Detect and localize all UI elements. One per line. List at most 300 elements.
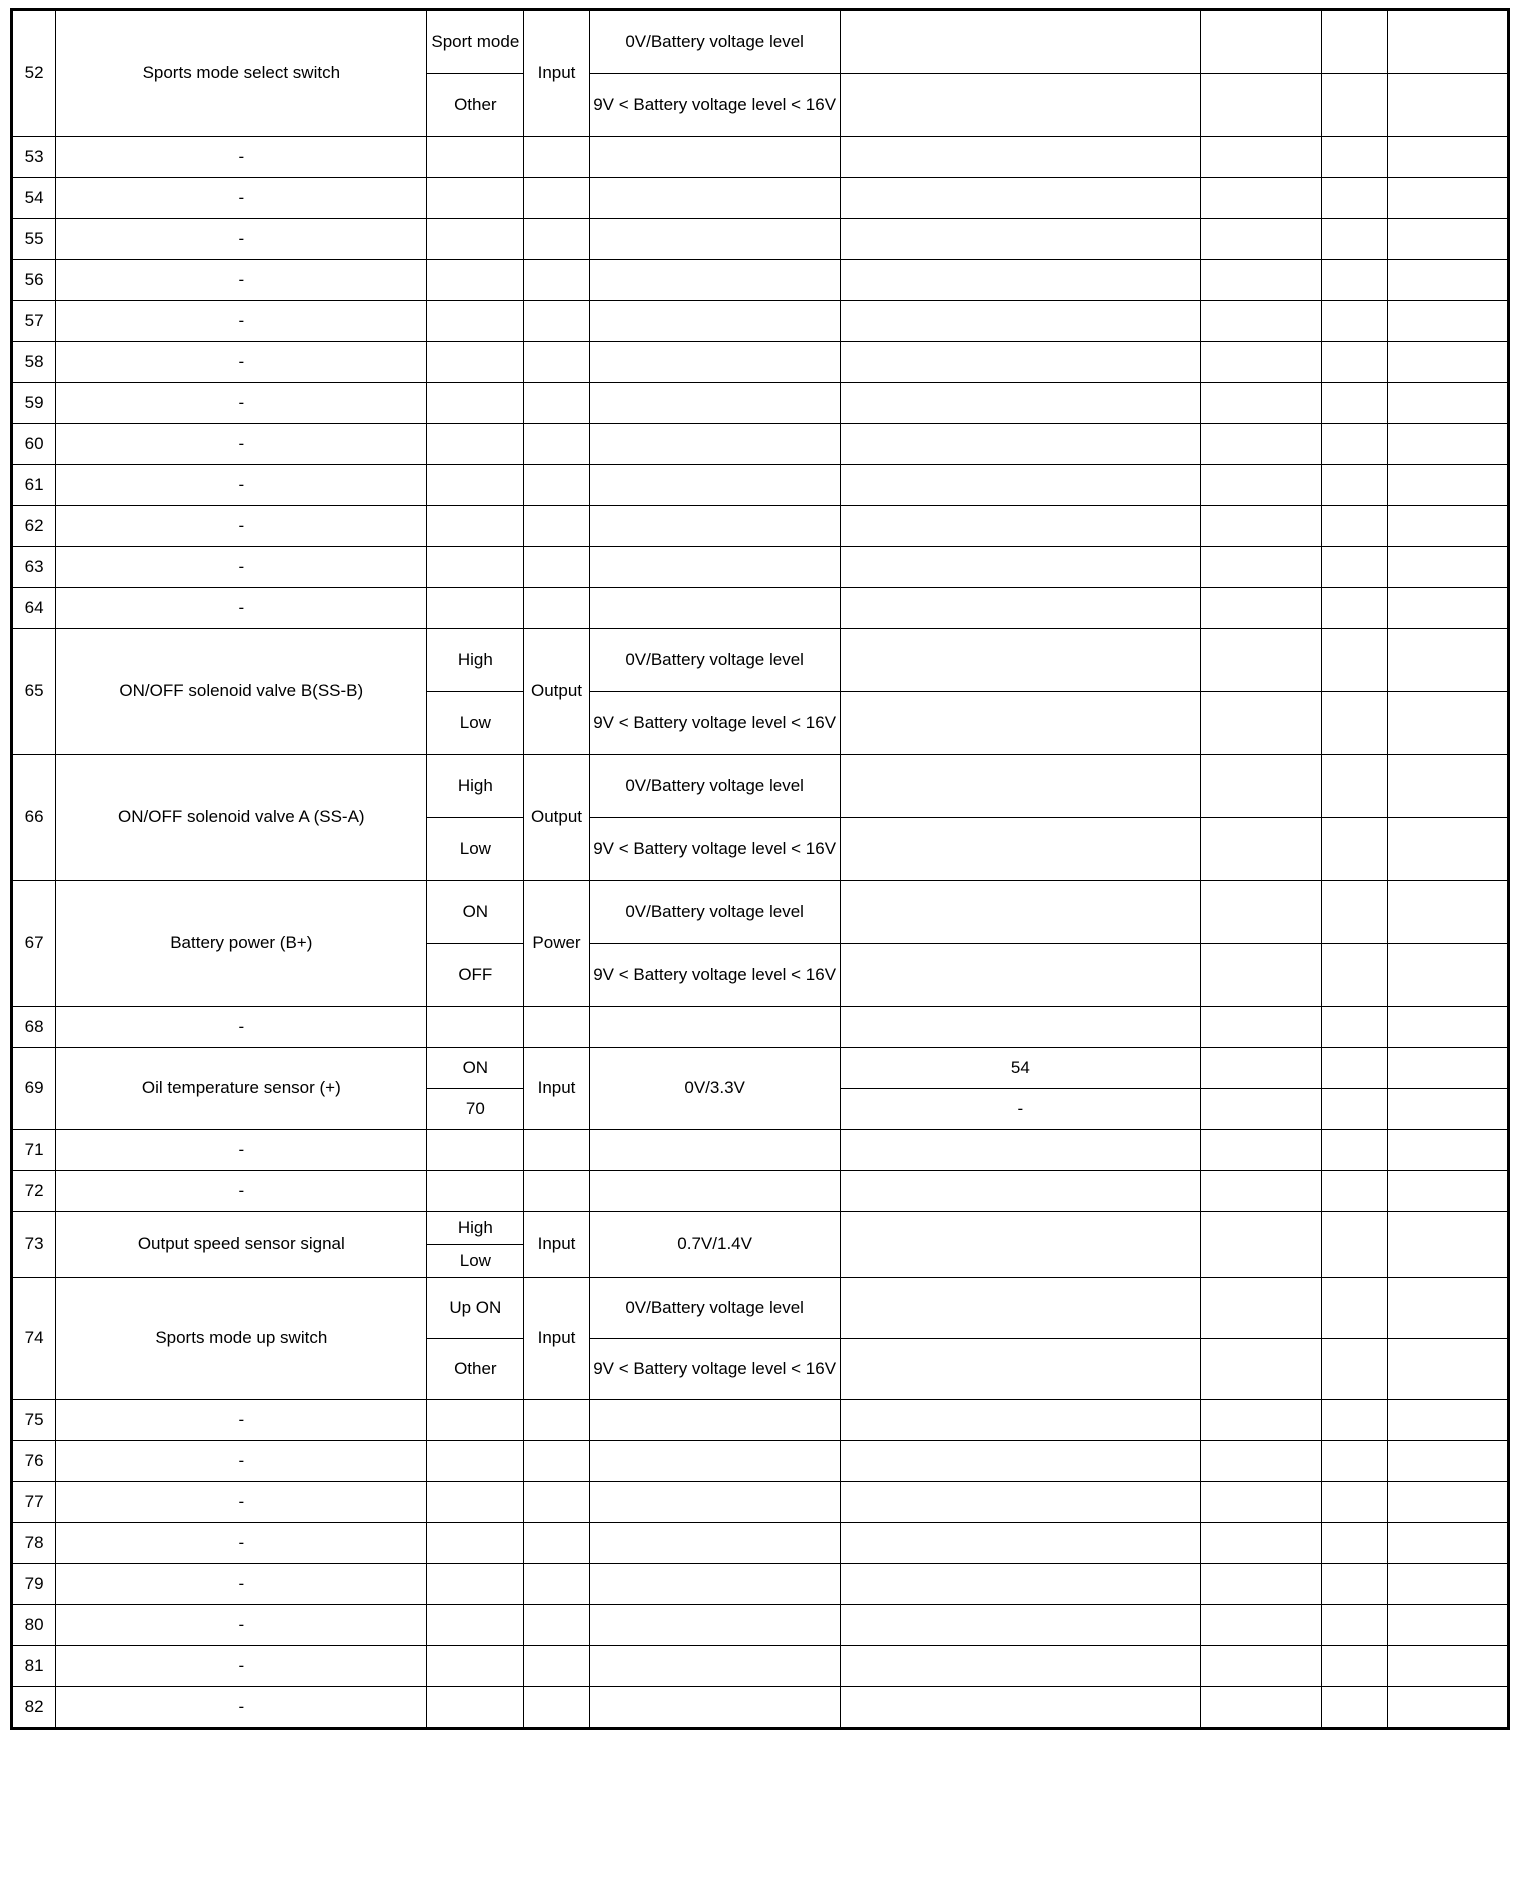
value-col-4 <box>1387 1339 1508 1400</box>
state-label <box>427 1523 524 1564</box>
direction-label: Input <box>524 10 589 137</box>
table-row <box>12 755 1509 818</box>
condition-value <box>589 178 840 219</box>
value-col-2 <box>1201 1171 1322 1212</box>
signal-name: - <box>56 342 427 383</box>
table-row <box>12 465 1509 506</box>
signal-name: - <box>56 301 427 342</box>
value-col-3 <box>1322 755 1387 818</box>
direction-label: Input <box>524 1048 589 1130</box>
pin-number: 60 <box>12 424 56 465</box>
value-col-1 <box>840 74 1201 137</box>
table-row <box>12 506 1509 547</box>
value-col-1 <box>840 1564 1201 1605</box>
condition-value: 9V < Battery voltage level < 16V <box>589 692 840 755</box>
value-col-1 <box>840 506 1201 547</box>
state-label <box>427 383 524 424</box>
value-col-1 <box>840 1171 1201 1212</box>
value-col-3 <box>1322 424 1387 465</box>
pin-number: 57 <box>12 301 56 342</box>
value-col-2 <box>1201 547 1322 588</box>
pin-number: 63 <box>12 547 56 588</box>
condition-value: 0V/Battery voltage level <box>589 881 840 944</box>
table-row <box>12 881 1509 944</box>
pin-number: 53 <box>12 137 56 178</box>
value-col-2 <box>1201 465 1322 506</box>
value-col-3 <box>1322 1212 1387 1278</box>
value-col-2 <box>1201 1007 1322 1048</box>
table-row <box>12 178 1509 219</box>
signal-name: - <box>56 1482 427 1523</box>
value-col-2 <box>1201 588 1322 629</box>
value-col-3 <box>1322 178 1387 219</box>
table-row <box>12 1007 1509 1048</box>
value-col-1 <box>840 465 1201 506</box>
value-col-2 <box>1201 1646 1322 1687</box>
signal-name: - <box>56 506 427 547</box>
condition-value <box>589 1400 840 1441</box>
table-row <box>12 260 1509 301</box>
value-col-1 <box>840 1130 1201 1171</box>
value-col-4 <box>1387 1048 1508 1089</box>
value-col-1 <box>840 1482 1201 1523</box>
value-col-2 <box>1201 137 1322 178</box>
condition-value <box>589 219 840 260</box>
value-col-2 <box>1201 1687 1322 1729</box>
value-col-4 <box>1387 178 1508 219</box>
direction-label <box>524 342 589 383</box>
state-label <box>427 506 524 547</box>
value-col-3 <box>1322 1048 1387 1089</box>
value-col-1 <box>840 588 1201 629</box>
condition-value <box>589 1564 840 1605</box>
condition-value <box>589 1605 840 1646</box>
value-col-4 <box>1387 1605 1508 1646</box>
direction-label <box>524 506 589 547</box>
pin-number: 74 <box>12 1278 56 1400</box>
value-col-4 <box>1387 1523 1508 1564</box>
value-col-2 <box>1201 383 1322 424</box>
value-col-3 <box>1322 818 1387 881</box>
direction-label <box>524 219 589 260</box>
value-col-3 <box>1322 1130 1387 1171</box>
value-col-1 <box>840 178 1201 219</box>
value-col-3 <box>1322 1171 1387 1212</box>
signal-name: Sports mode up switch <box>56 1278 427 1400</box>
value-col-1 <box>840 755 1201 818</box>
value-col-2 <box>1201 219 1322 260</box>
state-label <box>427 1130 524 1171</box>
table-row <box>12 342 1509 383</box>
value-col-4 <box>1387 1646 1508 1687</box>
signal-name: - <box>56 1007 427 1048</box>
direction-label <box>524 1564 589 1605</box>
state-label <box>427 1482 524 1523</box>
value-col-1 <box>840 1339 1201 1400</box>
condition-value: 0V/3.3V <box>589 1048 840 1130</box>
signal-name: - <box>56 547 427 588</box>
direction-label <box>524 547 589 588</box>
condition-value <box>589 383 840 424</box>
value-col-1 <box>840 1007 1201 1048</box>
value-col-2 <box>1201 1089 1322 1130</box>
signal-name: - <box>56 1564 427 1605</box>
table-row <box>12 10 1509 74</box>
condition-value: 9V < Battery voltage level < 16V <box>589 74 840 137</box>
value-col-3 <box>1322 692 1387 755</box>
value-col-4 <box>1387 1130 1508 1171</box>
table-row <box>12 1400 1509 1441</box>
value-col-3 <box>1322 1564 1387 1605</box>
value-col-3 <box>1322 383 1387 424</box>
value-col-3 <box>1322 881 1387 944</box>
value-col-1 <box>840 219 1201 260</box>
table-row <box>12 629 1509 692</box>
value-col-1 <box>840 137 1201 178</box>
value-col-3 <box>1322 74 1387 137</box>
state-label <box>427 137 524 178</box>
pin-number: 68 <box>12 1007 56 1048</box>
direction-label <box>524 1605 589 1646</box>
table-row <box>12 137 1509 178</box>
direction-label <box>524 465 589 506</box>
value-col-2 <box>1201 1339 1322 1400</box>
pin-number: 65 <box>12 629 56 755</box>
value-col-2 <box>1201 424 1322 465</box>
signal-name: - <box>56 1523 427 1564</box>
value-col-4 <box>1387 1007 1508 1048</box>
state-label <box>427 547 524 588</box>
value-col-2 <box>1201 629 1322 692</box>
table-row <box>12 1646 1509 1687</box>
state-label <box>427 178 524 219</box>
state-label <box>427 1441 524 1482</box>
table-row <box>12 1605 1509 1646</box>
value-col-2 <box>1201 1212 1322 1278</box>
direction-label <box>524 260 589 301</box>
table-row <box>12 1441 1509 1482</box>
signal-name: - <box>56 1441 427 1482</box>
direction-label <box>524 1171 589 1212</box>
condition-value <box>589 465 840 506</box>
condition-value <box>589 342 840 383</box>
value-col-1 <box>840 10 1201 74</box>
value-col-2 <box>1201 944 1322 1007</box>
direction-label <box>524 1130 589 1171</box>
value-col-3 <box>1322 137 1387 178</box>
state-label <box>427 301 524 342</box>
value-col-2 <box>1201 1130 1322 1171</box>
value-col-2 <box>1201 1441 1322 1482</box>
direction-label <box>524 1687 589 1729</box>
pin-number: 54 <box>12 178 56 219</box>
value-col-4 <box>1387 1089 1508 1130</box>
direction-label: Power <box>524 881 589 1007</box>
condition-value: 0V/Battery voltage level <box>589 1278 840 1339</box>
state-label: High <box>427 1212 524 1245</box>
state-label: Low <box>427 818 524 881</box>
state-label <box>427 1007 524 1048</box>
value-col-2 <box>1201 506 1322 547</box>
pin-number: 52 <box>12 10 56 137</box>
value-col-1 <box>840 383 1201 424</box>
value-col-3 <box>1322 1400 1387 1441</box>
state-label: ON <box>427 1048 524 1089</box>
state-label <box>427 1646 524 1687</box>
pin-number: 69 <box>12 1048 56 1130</box>
value-col-3 <box>1322 1605 1387 1646</box>
value-col-2 <box>1201 1048 1322 1089</box>
signal-name: Oil temperature sensor (+) <box>56 1048 427 1130</box>
value-col-4 <box>1387 547 1508 588</box>
direction-label <box>524 588 589 629</box>
value-col-3 <box>1322 1007 1387 1048</box>
pin-number: 66 <box>12 755 56 881</box>
value-col-1 <box>840 629 1201 692</box>
value-col-2 <box>1201 10 1322 74</box>
pin-number: 76 <box>12 1441 56 1482</box>
value-col-4 <box>1387 1171 1508 1212</box>
pin-number: 78 <box>12 1523 56 1564</box>
signal-name: - <box>56 1130 427 1171</box>
signal-name: ON/OFF solenoid valve B(SS-B) <box>56 629 427 755</box>
state-label <box>427 424 524 465</box>
direction-label <box>524 178 589 219</box>
value-col-1 <box>840 301 1201 342</box>
value-col-3 <box>1322 547 1387 588</box>
table-row <box>12 219 1509 260</box>
signal-name: - <box>56 424 427 465</box>
value-col-2 <box>1201 692 1322 755</box>
value-col-4 <box>1387 692 1508 755</box>
value-col-1 <box>840 1400 1201 1441</box>
state-label: Sport mode <box>427 10 524 74</box>
value-col-4 <box>1387 383 1508 424</box>
value-col-2 <box>1201 1605 1322 1646</box>
value-col-2 <box>1201 1564 1322 1605</box>
value-col-2 <box>1201 1400 1322 1441</box>
value-col-4 <box>1387 465 1508 506</box>
pin-number: 55 <box>12 219 56 260</box>
value-col-4 <box>1387 1212 1508 1278</box>
value-col-2 <box>1201 818 1322 881</box>
state-label: Low <box>427 692 524 755</box>
condition-value <box>589 588 840 629</box>
condition-value: 0V/Battery voltage level <box>589 10 840 74</box>
condition-value <box>589 1523 840 1564</box>
condition-value: 0.7V/1.4V <box>589 1212 840 1278</box>
signal-name: - <box>56 219 427 260</box>
direction-label: Output <box>524 629 589 755</box>
pin-number: 73 <box>12 1212 56 1278</box>
state-label: Other <box>427 1339 524 1400</box>
signal-name: - <box>56 1646 427 1687</box>
value-col-2 <box>1201 301 1322 342</box>
value-col-3 <box>1322 465 1387 506</box>
value-col-1 <box>840 818 1201 881</box>
pin-number: 72 <box>12 1171 56 1212</box>
condition-value: 0V/Battery voltage level <box>589 629 840 692</box>
table-row <box>12 383 1509 424</box>
signal-name: Battery power (B+) <box>56 881 427 1007</box>
direction-label <box>524 1482 589 1523</box>
table-body <box>12 10 1509 1729</box>
pin-number: 77 <box>12 1482 56 1523</box>
condition-value <box>589 1646 840 1687</box>
state-label <box>427 1605 524 1646</box>
value-col-2 <box>1201 260 1322 301</box>
state-label <box>427 1687 524 1729</box>
value-col-4 <box>1387 424 1508 465</box>
value-col-1: 54 <box>840 1048 1201 1089</box>
value-col-2 <box>1201 881 1322 944</box>
direction-label <box>524 137 589 178</box>
value-col-2 <box>1201 178 1322 219</box>
value-col-2 <box>1201 755 1322 818</box>
value-col-3 <box>1322 1441 1387 1482</box>
value-col-1 <box>840 1646 1201 1687</box>
condition-value: 9V < Battery voltage level < 16V <box>589 818 840 881</box>
condition-value: 0V/Battery voltage level <box>589 755 840 818</box>
direction-label: Input <box>524 1212 589 1278</box>
pin-number: 61 <box>12 465 56 506</box>
condition-value <box>589 1171 840 1212</box>
table-row <box>12 1523 1509 1564</box>
value-col-4 <box>1387 1400 1508 1441</box>
value-col-1 <box>840 944 1201 1007</box>
direction-label: Output <box>524 755 589 881</box>
value-col-4 <box>1387 342 1508 383</box>
value-col-1 <box>840 1687 1201 1729</box>
direction-label <box>524 1646 589 1687</box>
value-col-2 <box>1201 74 1322 137</box>
value-col-3 <box>1322 301 1387 342</box>
pin-number: 56 <box>12 260 56 301</box>
value-col-3 <box>1322 219 1387 260</box>
value-col-4 <box>1387 74 1508 137</box>
value-col-4 <box>1387 506 1508 547</box>
value-col-1 <box>840 260 1201 301</box>
value-col-3 <box>1322 629 1387 692</box>
value-col-3 <box>1322 1646 1387 1687</box>
signal-name: - <box>56 260 427 301</box>
direction-label <box>524 1441 589 1482</box>
direction-label <box>524 1523 589 1564</box>
condition-value <box>589 137 840 178</box>
table-row <box>12 1482 1509 1523</box>
pin-number: 82 <box>12 1687 56 1729</box>
value-col-4 <box>1387 137 1508 178</box>
table-row <box>12 1212 1509 1245</box>
table-row <box>12 1048 1509 1089</box>
value-col-4 <box>1387 219 1508 260</box>
value-col-1 <box>840 424 1201 465</box>
pin-number: 71 <box>12 1130 56 1171</box>
table-row <box>12 588 1509 629</box>
value-col-4 <box>1387 755 1508 818</box>
value-col-1 <box>840 547 1201 588</box>
state-label: ON <box>427 881 524 944</box>
direction-label <box>524 424 589 465</box>
table-row <box>12 1687 1509 1729</box>
value-col-1 <box>840 1605 1201 1646</box>
value-col-3 <box>1322 944 1387 1007</box>
value-col-3 <box>1322 1523 1387 1564</box>
value-col-4 <box>1387 881 1508 944</box>
state-label: OFF <box>427 944 524 1007</box>
condition-value <box>589 301 840 342</box>
signal-name: - <box>56 465 427 506</box>
value-col-3 <box>1322 1339 1387 1400</box>
pin-number: 67 <box>12 881 56 1007</box>
signal-name: ON/OFF solenoid valve A (SS-A) <box>56 755 427 881</box>
value-col-4 <box>1387 944 1508 1007</box>
condition-value <box>589 1441 840 1482</box>
condition-value <box>589 1482 840 1523</box>
value-col-1: - <box>840 1089 1201 1130</box>
pin-specification-table <box>10 8 1510 1730</box>
value-col-3 <box>1322 506 1387 547</box>
state-label: Other <box>427 74 524 137</box>
pin-number: 58 <box>12 342 56 383</box>
value-col-3 <box>1322 588 1387 629</box>
pin-number: 64 <box>12 588 56 629</box>
state-label: 70 <box>427 1089 524 1130</box>
value-col-4 <box>1387 260 1508 301</box>
value-col-3 <box>1322 1482 1387 1523</box>
condition-value <box>589 260 840 301</box>
value-col-3 <box>1322 1089 1387 1130</box>
value-col-4 <box>1387 588 1508 629</box>
value-col-3 <box>1322 260 1387 301</box>
state-label <box>427 1171 524 1212</box>
direction-label <box>524 383 589 424</box>
value-col-4 <box>1387 301 1508 342</box>
value-col-2 <box>1201 1482 1322 1523</box>
state-label <box>427 588 524 629</box>
pin-number: 59 <box>12 383 56 424</box>
value-col-4 <box>1387 1441 1508 1482</box>
value-col-4 <box>1387 629 1508 692</box>
value-col-1 <box>840 1441 1201 1482</box>
value-col-1 <box>840 881 1201 944</box>
value-col-3 <box>1322 1278 1387 1339</box>
signal-name: - <box>56 1687 427 1729</box>
signal-name: - <box>56 1605 427 1646</box>
state-label <box>427 1400 524 1441</box>
table-row <box>12 301 1509 342</box>
condition-value <box>589 1130 840 1171</box>
value-col-4 <box>1387 10 1508 74</box>
direction-label <box>524 1400 589 1441</box>
value-col-4 <box>1387 1482 1508 1523</box>
value-col-4 <box>1387 1278 1508 1339</box>
signal-name: Sports mode select switch <box>56 10 427 137</box>
signal-name: - <box>56 588 427 629</box>
value-col-2 <box>1201 342 1322 383</box>
state-label <box>427 260 524 301</box>
condition-value <box>589 1007 840 1048</box>
state-label <box>427 1564 524 1605</box>
state-label <box>427 465 524 506</box>
condition-value <box>589 506 840 547</box>
pin-number: 80 <box>12 1605 56 1646</box>
condition-value <box>589 1687 840 1729</box>
value-col-2 <box>1201 1523 1322 1564</box>
state-label: High <box>427 629 524 692</box>
state-label: Up ON <box>427 1278 524 1339</box>
value-col-3 <box>1322 1687 1387 1729</box>
